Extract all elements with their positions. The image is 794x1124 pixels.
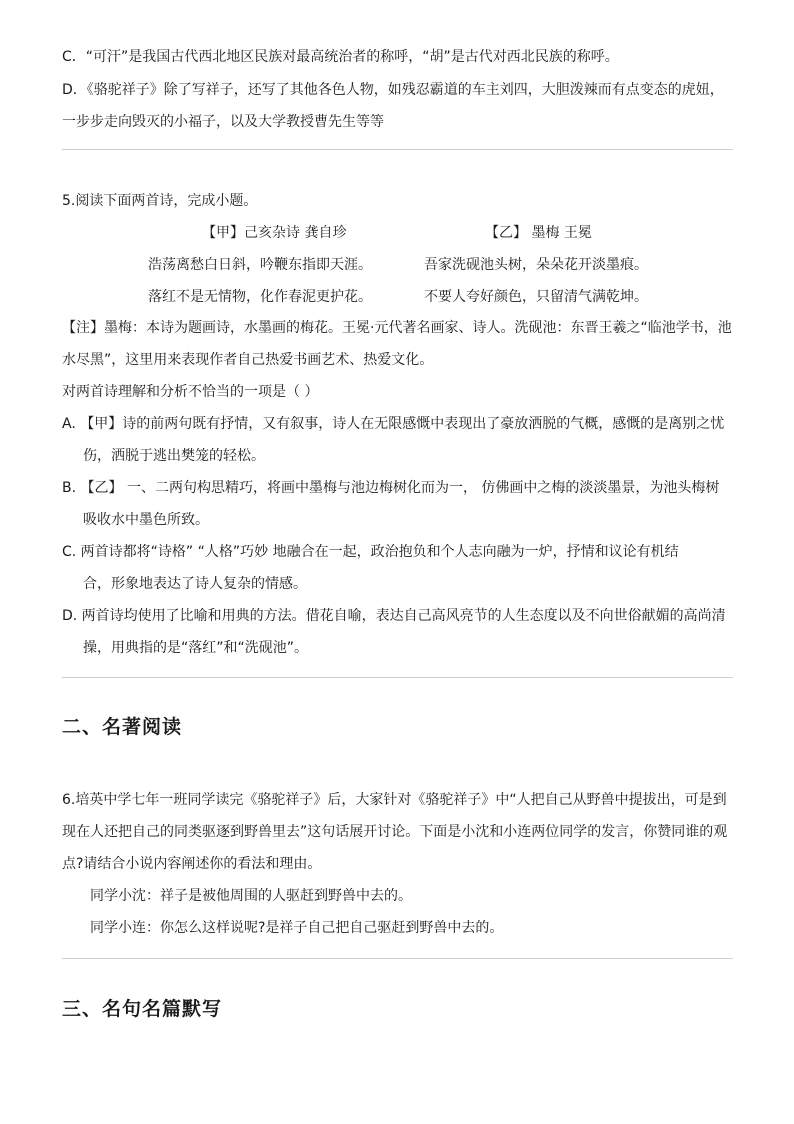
- q6-line3: 点?请结合小说内容阐述你的看法和理由。: [62, 856, 322, 872]
- q6-student-shen: 同学小沈：祥子是被他周围的人驱赶到野兽中去的。: [90, 888, 412, 904]
- q4-option-d-line1: D．《骆驼祥子》除了写祥子，还写了其他各色人物，如残忍霸道的车主刘四，大胆泼辣而有点变态的虎妞，: [62, 82, 724, 98]
- poem-b-line1: 吾家洗砚池头树，朵朵花开淡墨痕。: [424, 257, 648, 273]
- q5-question: 对两首诗理解和分析不恰当的一项是（ ）: [62, 384, 319, 400]
- section-heading-famous-lines-dictation: 三、名句名篇默写: [62, 998, 223, 1020]
- divider-1: [62, 149, 733, 150]
- q5-option-d-line1: D. 两首诗均使用了比喻和用典的方法。借花自喻，表达自己高风亮节的人生态度以及不向世俗献媚的高尚清: [62, 608, 726, 624]
- q5-note-line2: 水尽黑”，这里用来表现作者自己热爱书画艺术、热爱文化。: [62, 352, 434, 368]
- q5-option-b-line2: 吸收水中墨色所致。: [83, 512, 209, 528]
- q4-option-c: C．“可汗”是我国古代西北地区民族对最高统治者的称呼，“胡”是古代对西北民族的称呼。: [62, 49, 619, 65]
- poem-a-title: 【甲】己亥杂诗 龚自珍: [202, 225, 347, 241]
- divider-3: [62, 958, 733, 959]
- divider-2: [62, 677, 733, 678]
- q5-option-a-line2: 伤，洒脱于逃出樊笼的轻松。: [83, 448, 265, 464]
- poem-b-title: 【乙】 墨梅 王冕: [485, 225, 592, 241]
- q6-line2: 现在人还把自己的同类驱逐到野兽里去”这句话展开讨论。下面是小沈和小连两位同学的发言，你赞同谁的观: [62, 824, 728, 840]
- q5-option-c-line2: 合，形象地表达了诗人复杂的情感。: [83, 576, 307, 592]
- poem-b-line2: 不要人夸好颜色，只留清气满乾坤。: [424, 289, 648, 305]
- q6-student-lian: 同学小连：你怎么这样说呢?是祥子自己把自己驱赶到野兽中去的。: [90, 920, 504, 936]
- poem-a-line2: 落红不是无情物，化作春泥更护花。: [148, 289, 372, 305]
- q5-option-c-line1: C. 两首诗都将“诗格” “人格”巧妙 地融合在一起，政治抱负和个人志向融为一炉，抒情和议论有机结: [62, 544, 679, 560]
- q5-option-d-line2: 操，用典指的是“落红”和“洗砚池”。: [83, 640, 309, 656]
- poem-a-line1: 浩荡离愁白日斜，吟鞭东指即天涯。: [148, 257, 372, 273]
- q5-note-line1: 【注】墨梅：本诗为题画诗，水墨画的梅花。王冕·元代著名画家、诗人。洗砚池：东晋王羲之“临池学书，池: [62, 320, 732, 336]
- q5-option-a-line1: A. 【甲】诗的前两句既有抒情，又有叙事，诗人在无限感慨中表现出了豪放洒脱的气概，感慨的是离别之忧: [62, 416, 725, 432]
- section-heading-classics-reading: 二、名著阅读: [62, 716, 183, 738]
- q5-option-b-line1: B. 【乙】 一、二两句构思精巧，将画中墨梅与池边梅树化而为一， 仿佛画中之梅的淡淡墨景，为池头梅树: [62, 480, 720, 496]
- q5-stem: 5.阅读下面两首诗，完成小题。: [62, 193, 258, 209]
- q6-line1: 6.培英中学七年一班同学读完《骆驼祥子》后，大家针对《骆驼祥子》中“人把自己从野兽中提拔出，可是到: [62, 792, 727, 808]
- q4-option-d-line2: 一步步走向毁灭的小福子，以及大学教授曹先生等等: [62, 114, 384, 130]
